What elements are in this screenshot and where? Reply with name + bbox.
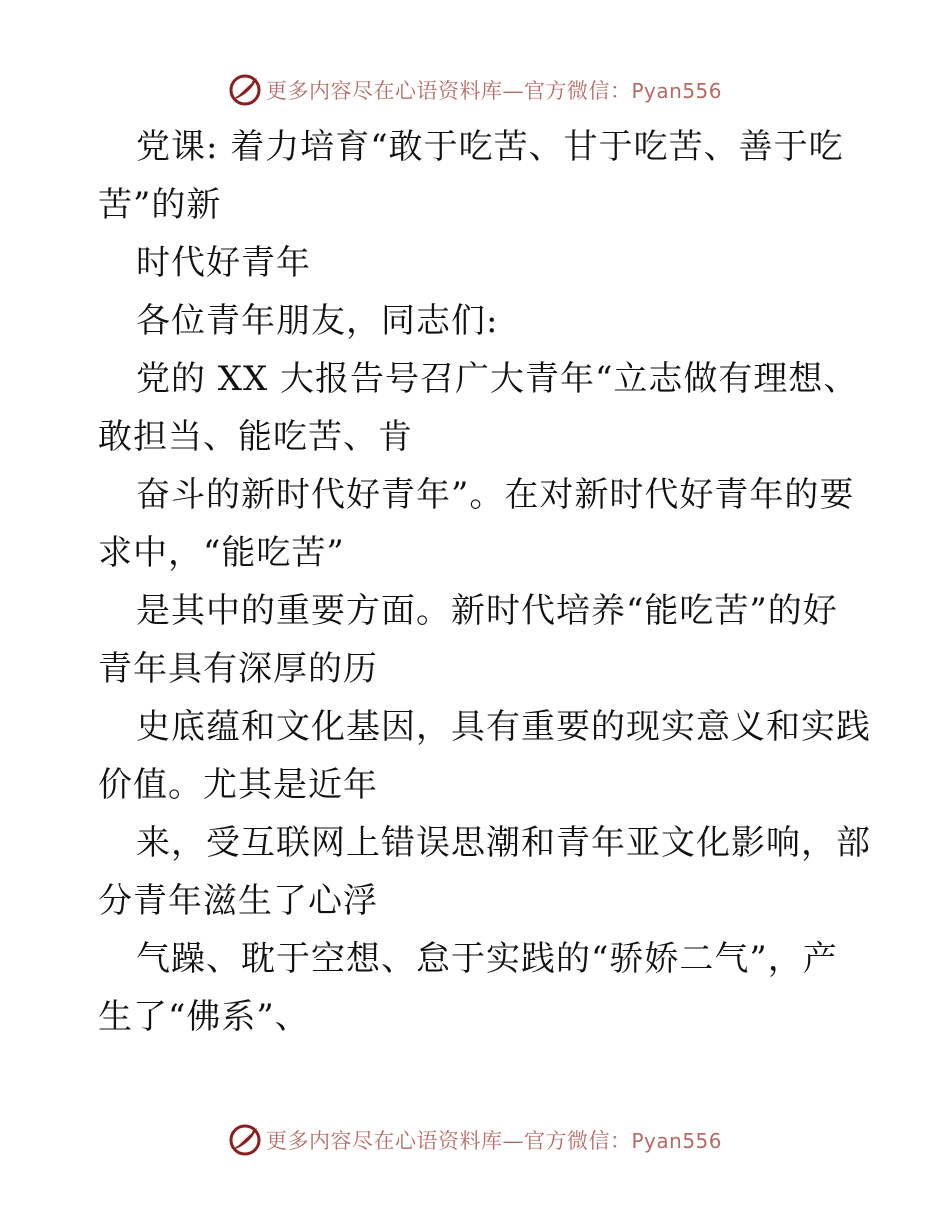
- footer-banner: [0, 1120, 950, 1160]
- text-line: 各位青年朋友，同志们:: [136, 301, 499, 341]
- text-line: 青年具有深厚的历: [98, 649, 378, 689]
- text-line: 奋斗的新时代好青年”。在对新时代好青年的要: [136, 475, 855, 515]
- text-line: 史底蕴和文化基因，具有重要的现实意义和实践: [136, 707, 871, 747]
- header-banner: [0, 70, 950, 110]
- feather-pen-logo-icon: [228, 73, 262, 107]
- text-line: 来，受互联网上错误思潮和青年亚文化影响，部: [136, 823, 871, 863]
- text-line: 是其中的重要方面。新时代培养“能吃苦”的好: [136, 591, 838, 631]
- text-line: 苦”的新: [98, 185, 222, 225]
- footer-banner-text: 更多内容尽在心语资料库—官方微信：Pyan556: [265, 1129, 722, 1153]
- text-line: 分青年滋生了心浮: [98, 881, 378, 921]
- footer-wechat-id: Pyan556: [631, 1129, 722, 1153]
- text-line: 党课: 着力培育“敢于吃苦、甘于吃苦、善于吃: [136, 127, 844, 167]
- text-line: 党的 XX 大报告号召广大青年“立志做有理想、: [136, 359, 859, 399]
- text-line: 生了“佛系”、: [98, 997, 310, 1037]
- text-line: 敢担当、能吃苦、肯: [98, 417, 413, 457]
- document-body: [98, 118, 871, 1046]
- header-banner-text: 更多内容尽在心语资料库—官方微信：Pyan556: [265, 79, 722, 103]
- text-line: 求中，“能吃苦”: [98, 533, 345, 573]
- text-line: 时代好青年: [136, 243, 311, 283]
- feather-pen-logo-icon: [228, 1123, 262, 1157]
- text-line: 气躁、耽于空想、怠于实践的“骄娇二气”，产: [136, 939, 838, 979]
- header-wechat-id: Pyan556: [631, 79, 722, 103]
- text-line: 价值。尤其是近年: [98, 765, 378, 805]
